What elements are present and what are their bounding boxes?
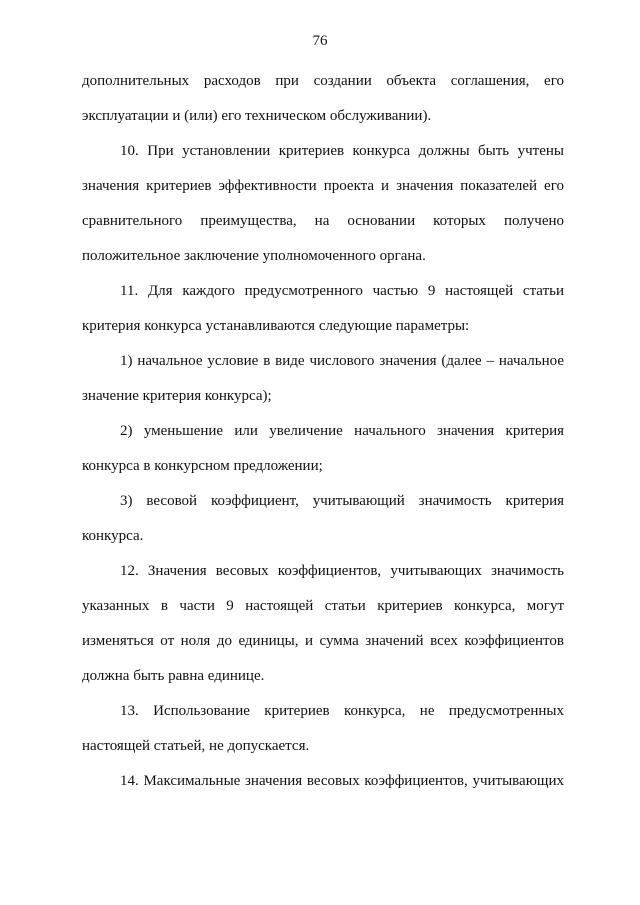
paragraph-11-start: 11. Для каждого предусмотренного частью 9 настоящей статьи — [120, 283, 564, 299]
item-2-start: 2) уменьшение или увеличение начального значения критерия — [120, 423, 564, 439]
text-line: сравнительного преимущества, на основании которых получено — [82, 213, 564, 229]
text-line: положительное заключение уполномоченного органа. — [82, 248, 426, 264]
text-line: дополнительных расходов при создании объекта соглашения, его — [82, 73, 564, 89]
text-line: критерия конкурса устанавливаются следующие параметры: — [82, 318, 470, 334]
item-1-start: 1) начальное условие в виде числового значения (далее – начальное — [120, 353, 564, 369]
text-line: изменяться от ноля до единицы, и сумма значений всех коэффициентов — [82, 633, 564, 649]
text-line: конкурса. — [82, 528, 144, 544]
text-line: должна быть равна единице. — [82, 668, 265, 684]
text-line: значения критериев эффективности проекта и значения показателей его — [82, 178, 564, 194]
paragraph-13-start: 13. Использование критериев конкурса, не предусмотренных — [120, 703, 564, 719]
page-number: 76 — [312, 33, 328, 49]
text-line: эксплуатации и (или) его техническом обслуживании). — [82, 108, 432, 124]
paragraph-12-start: 12. Значения весовых коэффициентов, учитывающих значимость — [120, 563, 564, 579]
text-line: конкурса в конкурсном предложении; — [82, 458, 323, 474]
item-3-start: 3) весовой коэффициент, учитывающий значимость критерия — [120, 493, 564, 509]
text-line: настоящей статьей, не допускается. — [82, 738, 310, 754]
paragraph-10-start: 10. При установлении критериев конкурса должны быть учтены — [120, 143, 564, 159]
text-line: значение критерия конкурса); — [82, 388, 272, 404]
paragraph-14-start: 14. Максимальные значения весовых коэффициентов, учитывающих — [120, 773, 564, 789]
text-line: указанных в части 9 настоящей статьи критериев конкурса, могут — [82, 598, 564, 614]
